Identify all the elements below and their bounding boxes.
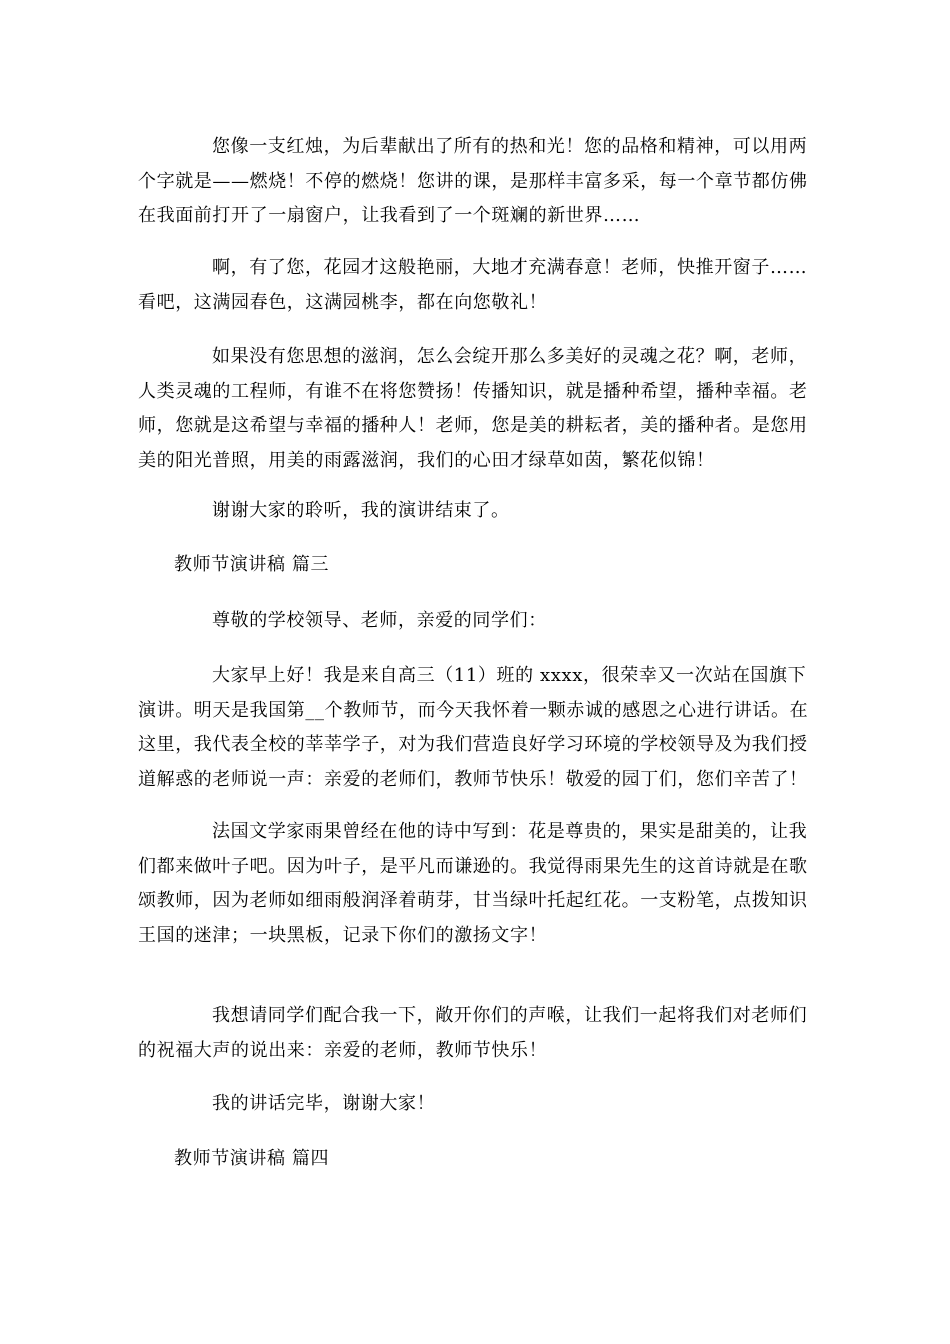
paragraph-soul-engineer: 如果没有您思想的滋润，怎么会绽开那么多美好的灵魂之花？啊，老师，人类灵魂的工程师，有谁不在将您赞扬！传播知识，就是播种希望，播种幸福。老师，您就是这希望与幸福的播种人！老师，您是美的耕耘者，美的播种者。是您用美的阳光普照，用美的雨露滋润，我们的心田才绿草如茵，繁花似锦！ (138, 346, 808, 471)
paragraph-blessing: 我想请同学们配合我一下，敞开你们的声喉，让我们一起将我们对老师们的祝福大声的说出来：亲爱的老师，教师节快乐！ (138, 1005, 808, 1061)
section-heading-4: 教师节演讲稿 篇四 (174, 1148, 330, 1169)
paragraph-red-candle: 您像一支红烛，为后辈献出了所有的热和光！您的品格和精神，可以用两个字就是——燃烧！不停的燃烧！您讲的课，是那样丰富多采，每一个章节都仿佛在我面前打开了一扇窗户，让我看到了一个斑斓的新世界…… (138, 136, 808, 226)
paragraph-garden: 啊，有了您，花园才这般艳丽，大地才充满春意！老师，快推开窗子……看吧，这满园春色，这满园桃李，都在向您敬礼！ (138, 257, 808, 313)
paragraph-greeting: 尊敬的学校领导、老师，亲爱的同学们： (212, 610, 547, 631)
paragraph-closing: 我的讲话完毕，谢谢大家！ (212, 1093, 436, 1114)
section-heading-3: 教师节演讲稿 篇三 (174, 554, 330, 575)
paragraph-thanks: 谢谢大家的聆听，我的演讲结束了。 (212, 500, 510, 521)
paragraph-good-morning: 大家早上好！我是来自高三（11）班的 xxxx，很荣幸又一次站在国旗下演讲。明天是我国第__个教师节，而今天我怀着一颗赤诚的感恩之心进行讲话。在这里，我代表全校的莘莘学子，对为我们营造良好学习环境的学校领导及为我们授道解惑的老师说一声：亲爱的老师们，教师节快乐！敬爱的园丁们，您们辛苦了！ (138, 665, 809, 790)
paragraph-hugo: 法国文学家雨果曾经在他的诗中写到：花是尊贵的，果实是甜美的，让我们都来做叶子吧。因为叶子，是平凡而谦逊的。我觉得雨果先生的这首诗就是在歌颂教师，因为老师如细雨般润泽着萌芽，甘当绿叶托起红花。一支粉笔，点拨知识王国的迷津；一块黑板，记录下你们的激扬文字！ (138, 821, 808, 946)
